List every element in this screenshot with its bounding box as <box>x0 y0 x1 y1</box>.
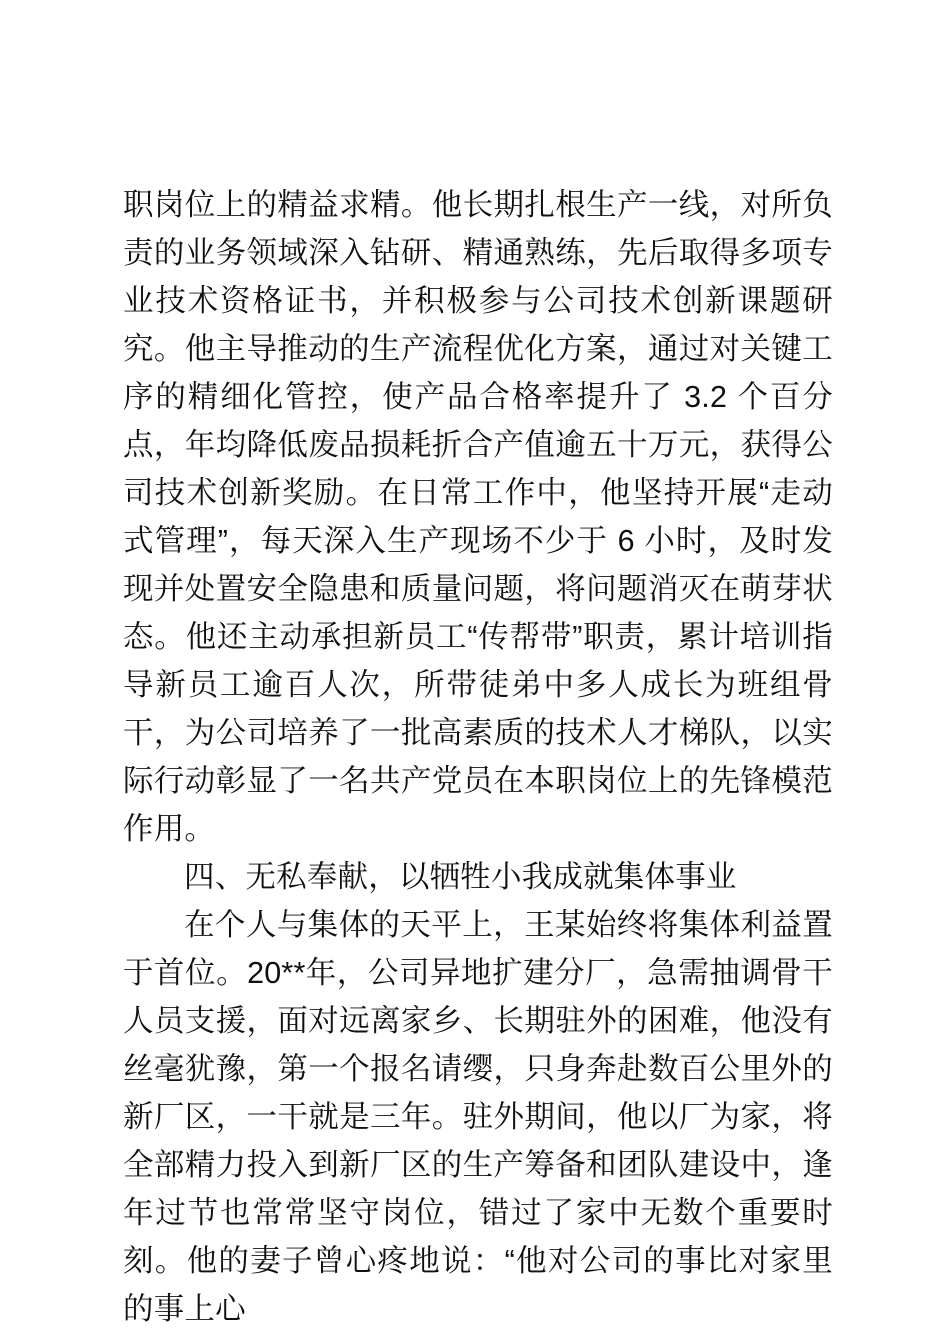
section-heading-four: 四、无私奉献，以牺牲小我成就集体事业 <box>184 860 737 894</box>
page-text-body <box>123 181 833 1333</box>
paragraph-continuation: 职岗位上的精益求精。他长期扎根生产一线，对所负责的业务领域深入钻研、精通熟练，先后取得多项专业技术资格证书，并积极参与公司技术创新课题研究。他主导推动的生产流程优化方案，通过对关键工序的精细化管控，使产品合格率提升了 3.2 个百分点，年均降低废品损耗折合产值逾五十万元，获得公司技术创新奖励。在日常工作中，他坚持开展“走动式管理”，每天深入生产现场不少于 6 小时，及时发现并处置安全隐患和质量问题，将问题消灭在萌芽状态。他还主动承担新员工“传帮带”职责，累计培训指导新员工逾百人次，所带徒弟中多人成长为班组骨干，为公司培养了一批高素质的技术人才梯队，以实际行动彰显了一名共产党员在本职岗位上的先锋模范作用。 <box>123 188 833 846</box>
paragraph-section-four-body: 在个人与集体的天平上，王某始终将集体利益置于首位。20**年，公司异地扩建分厂，急需抽调骨干人员支援，面对远离家乡、长期驻外的困难，他没有丝毫犹豫，第一个报名请缨，只身奔赴数百公里外的新厂区，一干就是三年。驻外期间，他以厂为家，将全部精力投入到新厂区的生产筹备和团队建设中，逢年过节也常常坚守岗位，错过了家中无数个重要时刻。他的妻子曾心疼地说：“他对公司的事比对家里的事上心 <box>123 908 833 1326</box>
